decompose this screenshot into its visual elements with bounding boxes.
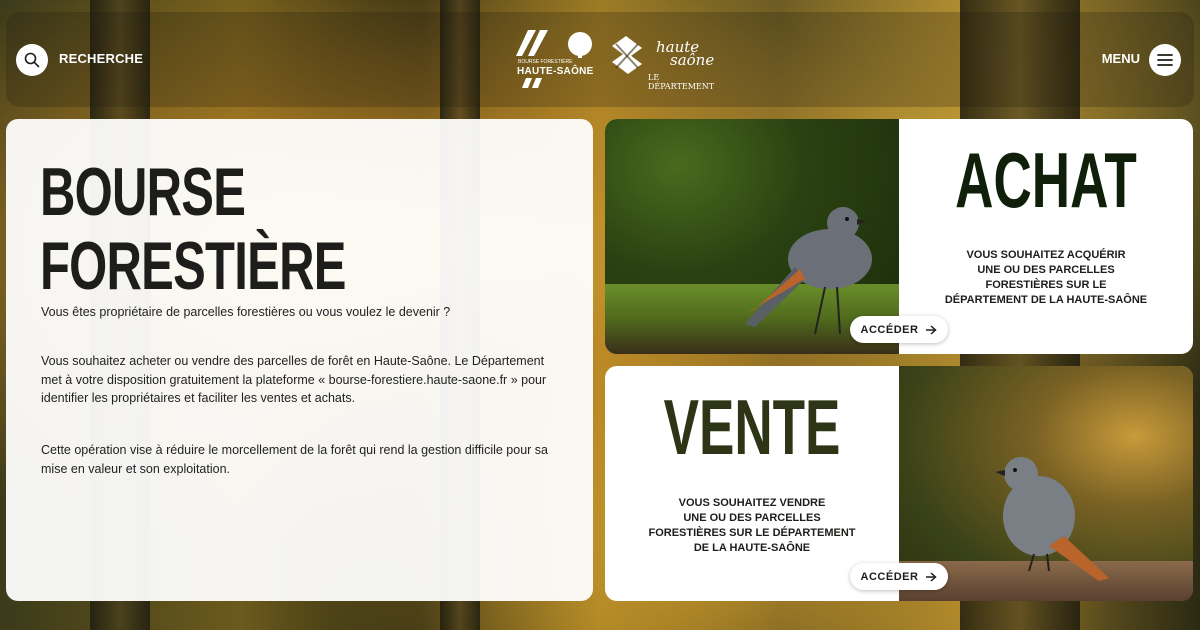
logo-small-text: BOURSE FORESTIÈRE (518, 59, 573, 65)
department-emblem-icon (612, 36, 652, 82)
vente-card[interactable] (605, 366, 1193, 601)
menu-label[interactable]: MENU (1101, 51, 1140, 66)
search-label[interactable]: RECHERCHE (59, 51, 144, 66)
page-title: BOURSE FORESTIÈRE (40, 154, 346, 304)
arrow-right-icon (926, 325, 937, 335)
intro-paragraph: Cette opération vise à réduire le morcellement de la forêt qui rend la gestion difficile pour sa mise en valeur et son exploitation. (41, 443, 548, 476)
search-button[interactable] (16, 44, 48, 76)
logo-departement-text: LE DÉPARTEMENT (648, 73, 715, 91)
bourse-forestiere-logo[interactable] (516, 30, 604, 90)
intro-paragraph: Vous êtes propriétaire de parcelles forestières ou vous voulez le devenir ? (41, 305, 451, 319)
arrow-right-icon (926, 572, 937, 582)
achat-title: ACHAT (955, 136, 1137, 224)
achat-description: VOUS SOUHAITEZ ACQUÉRIR UNE OU DES PARCELLES FORESTIÈRES SUR LE DÉPARTEMENT DE LA HAUTE-SAÔNE (944, 249, 1148, 306)
logo-saone-text: saône (670, 51, 715, 69)
vente-access-button[interactable] (850, 563, 948, 590)
site-header (6, 12, 1194, 107)
intro-paragraph: Vous souhaitez acheter ou vendre des parcelles de forêt en Haute-Saône. Le Département met à votre disposition gratuitement la plateforme « bourse-forestiere.haute-saone.fr » pour identifier les propriétaires et faciliter les ventes et achats. (41, 354, 547, 405)
hamburger-icon (1157, 53, 1173, 67)
menu-button[interactable] (1149, 44, 1181, 76)
achat-card[interactable] (605, 119, 1193, 354)
haute-saone-department-logo[interactable] (612, 36, 722, 91)
logo-haute-text: haute (656, 38, 700, 56)
button-label: ACCÉDER (860, 570, 919, 583)
button-label: ACCÉDER (860, 323, 919, 336)
intro-card (6, 119, 593, 601)
achat-access-button[interactable] (850, 316, 948, 343)
vente-title: VENTE (663, 383, 841, 471)
vente-description: VOUS SOUHAITEZ VENDRE UNE OU DES PARCELLES FORESTIÈRES SUR LE DÉPARTEMENT DE LA HAUTE-SAÔNE (648, 497, 856, 554)
logo-big-text: HAUTE-SAÔNE (517, 66, 594, 77)
search-icon (24, 52, 40, 68)
